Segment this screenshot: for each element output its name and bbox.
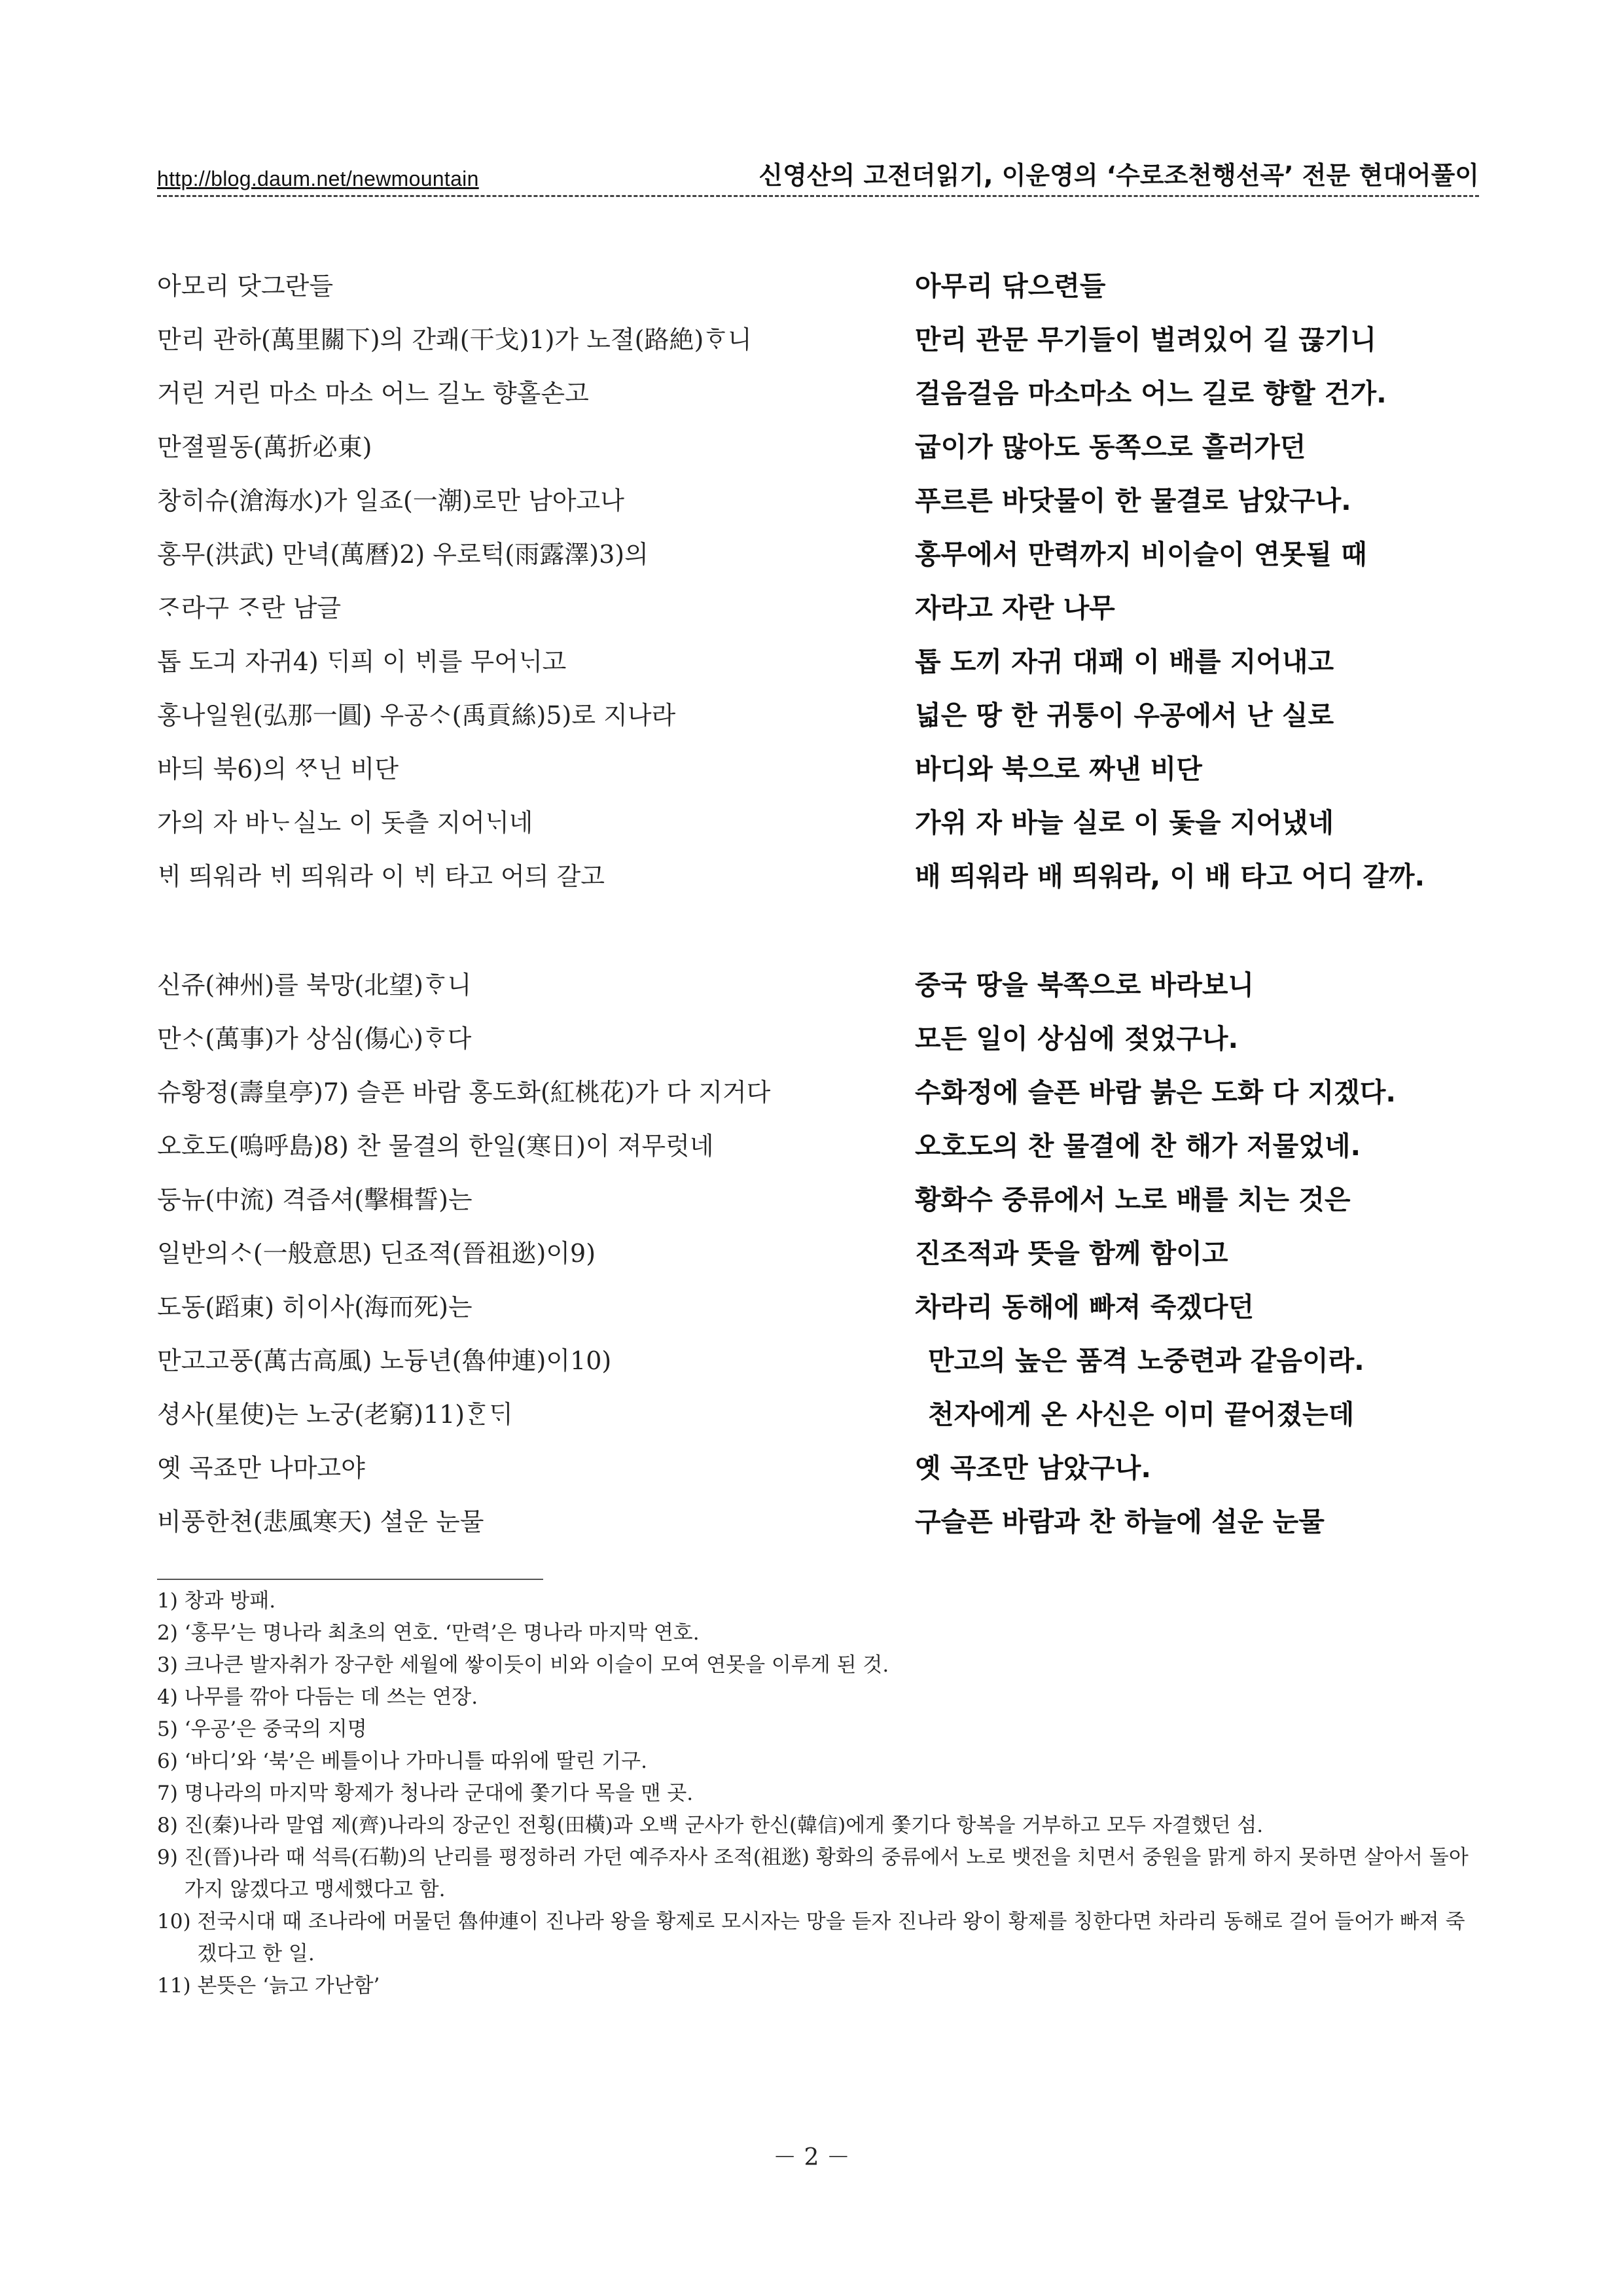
footnotes: [157, 1585, 1479, 2002]
verse-line: [157, 686, 1479, 740]
footnote-text: 창과 방패.: [184, 1589, 276, 1613]
original-text: 톱 도긔 자귀4) ᄃᆡ픠 이 ᄇᆡ를 무어ᄂᆡ고: [157, 647, 567, 676]
footnote-number: 7): [157, 1782, 185, 1805]
original-text: 도동(蹈東) 히이사(海而死)는: [157, 1292, 473, 1321]
verse-line: [157, 579, 1479, 632]
footnote-number: 4): [157, 1685, 185, 1709]
original-text: 신쥬(神州)를 북망(北望)ᄒᆞ니: [157, 970, 472, 999]
original-text: 셩사(星使)는 노궁(老窮)11)ᄒᆞᆫᄃᆡ: [157, 1399, 513, 1429]
original-text: 둥뉴(中流) 격즙셔(擊楫誓)는: [157, 1185, 473, 1214]
modern-translation: 구슬픈 바람과 찬 하늘에 설운 눈물: [915, 1505, 1325, 1537]
original-text: 거린 거린 마소 마소 어느 길노 향홀손고: [157, 378, 589, 408]
verse-line: [157, 1170, 1479, 1224]
page-header: [157, 152, 1479, 191]
verse-line: [157, 364, 1479, 418]
verse-line: [157, 1063, 1479, 1117]
modern-translation: 굽이가 많아도 동쪽으로 흘러가던: [915, 431, 1306, 463]
modern-translation: 푸르른 바닷물이 한 물결로 남았구나.: [915, 484, 1351, 516]
original-text: 홍나일원(弘那一圓) 우공ᄉᆞ(禹貢絲)5)로 지나라: [157, 700, 676, 730]
original-text: 슈황졍(壽皇亭)7) 슬픈 바람 홍도화(紅桃花)가 다 지거다: [157, 1077, 771, 1107]
footnote-text: 전국시대 때 조나라에 머물던 魯仲連이 진나라 왕을 황제로 모시자는 망을 듣자 진나라 왕이 황제를 칭한다면 차라리 동해로 걸어 들어가 빠져 죽겠다고 한 일.: [197, 1910, 1465, 1965]
footnote-number: 1): [157, 1589, 185, 1613]
modern-translation: 만리 관문 무기들이 벌려있어 길 끊기니: [915, 323, 1377, 355]
modern-translation: 배 띄워라 배 띄워라, 이 배 타고 어디 갈까.: [915, 860, 1425, 892]
footnote-number: 8): [157, 1814, 185, 1837]
modern-translation: 톱 도끼 자귀 대패 이 배를 지어내고: [915, 645, 1334, 677]
original-text: 가의 자 바ᄂᆞ실노 이 돗츨 지어ᄂᆡ네: [157, 808, 533, 837]
footnote-text: 크나큰 발자취가 장구한 세월에 쌓이듯이 비와 이슬이 모여 연못을 이루게 된 것.: [184, 1653, 889, 1677]
footnote-item: [157, 1746, 1479, 1778]
footnote-number: 6): [157, 1749, 185, 1773]
footnote-item: [157, 1970, 1479, 2002]
modern-translation: 차라리 동해에 빠져 죽겠다던: [915, 1291, 1255, 1323]
original-text: 일반의ᄉᆞ(一般意思) 딘죠젹(晉祖逖)이9): [157, 1238, 596, 1268]
modern-translation: 가위 자 바늘 실로 이 돛을 지어냈네: [915, 806, 1334, 838]
verse-line: [157, 1492, 1479, 1546]
modern-translation: 홍무에서 만력까지 비이슬이 연못될 때: [915, 538, 1367, 570]
verse-line: [157, 793, 1479, 847]
modern-translation: 수화정에 슬픈 바람 붉은 도화 다 지겠다.: [915, 1076, 1396, 1108]
footnote-item: [157, 1713, 1479, 1746]
original-text: 바듸 북6)의 ᄶᆞ닌 비단: [157, 754, 399, 783]
verse-line: [157, 956, 1479, 1009]
header-dashed-divider: [157, 195, 1479, 197]
footnote-text: ‘우공’은 중국의 지명: [184, 1717, 367, 1741]
modern-translation: 만고의 높은 품격 노중련과 같음이라.: [928, 1344, 1364, 1376]
original-text: ᄇᆡ 띄워라 ᄇᆡ 띄워라 이 ᄇᆡ 타고 어듸 갈고: [157, 861, 605, 891]
footnote-item: [157, 1585, 1479, 1617]
footnote-number: 11): [157, 1974, 198, 1998]
footnote-text: 본뜻은 ‘늙고 가난함’: [197, 1974, 380, 1998]
original-text: 옛 곡죠만 나마고야: [157, 1453, 365, 1482]
modern-translation: 바디와 북으로 짜낸 비단: [915, 753, 1202, 785]
footnote-text: 진(晉)나라 때 석륵(石勒)의 난리를 평정하러 가던 예주자사 조적(祖逖) 황화의 중류에서 노로 뱃전을 치면서 중원을 맑게 하지 못하면 살아서 돌아가지 않겠다고 맹세했다고 함.: [184, 1846, 1469, 1901]
footnote-text: ‘바디’와 ‘북’은 베틀이나 가마니틀 따위에 딸린 기구.: [184, 1749, 647, 1773]
footnote-item: [157, 1810, 1479, 1842]
footnote-item: [157, 1681, 1479, 1713]
page-number: － 2 －: [773, 2144, 850, 2171]
modern-translation: 중국 땅을 북쪽으로 바라보니: [915, 969, 1255, 1001]
modern-translation: 황화수 중류에서 노로 배를 치는 것은: [915, 1183, 1351, 1215]
modern-translation: 옛 곡조만 남았구나.: [915, 1452, 1151, 1484]
footnote-item: [157, 1617, 1479, 1649]
modern-translation: 오호도의 찬 물결에 찬 해가 저물었네.: [915, 1130, 1361, 1162]
verse-section-2: [157, 956, 1479, 1546]
modern-translation: 천자에게 온 사신은 이미 끝어졌는데: [928, 1398, 1355, 1430]
verse-line: [157, 1385, 1479, 1439]
footnote-text: ‘홍무’는 명나라 최초의 연호. ‘만력’은 명나라 마지막 연호.: [184, 1621, 700, 1645]
verse-line: [157, 632, 1479, 686]
footnote-item: [157, 1906, 1479, 1970]
footnote-text: 나무를 깎아 다듬는 데 쓰는 연장.: [184, 1685, 478, 1709]
original-text: ᄌᆞ라구 ᄌᆞ란 남글: [157, 593, 342, 622]
footnote-number: 3): [157, 1653, 185, 1677]
footnote-number: 2): [157, 1621, 185, 1645]
original-text: 만리 관하(萬里關下)의 간쾌(干戈)1)가 노졀(路絶)ᄒᆞ니: [157, 325, 752, 354]
modern-translation: 모든 일이 상심에 젖었구나.: [915, 1022, 1239, 1054]
verse-line: [157, 310, 1479, 364]
footnote-text: 진(秦)나라 말엽 제(齊)나라의 장군인 전횡(田橫)과 오백 군사가 한신(韓信)에게 쫓기다 항복을 거부하고 모두 자결했던 섬.: [184, 1814, 1264, 1837]
verse-line: [157, 1278, 1479, 1331]
verse-line: [157, 257, 1479, 310]
document-title: 신영산의 고전더읽기, 이운영의 ‘수로조천행선곡’ 전문 현대어풀이: [758, 161, 1479, 190]
verse-line: [157, 525, 1479, 579]
original-text: 만ᄉᆞ(萬事)가 상심(傷心)ᄒᆞ다: [157, 1024, 472, 1053]
modern-translation: 아무리 닦으련들: [915, 270, 1106, 302]
footnote-number: 9): [157, 1846, 185, 1869]
footnote-text: 명나라의 마지막 황제가 청나라 군대에 쫓기다 목을 맨 곳.: [184, 1782, 694, 1805]
footnote-number: 10): [157, 1910, 198, 1933]
footnote-divider: [157, 1579, 543, 1580]
verse-line: [157, 418, 1479, 471]
original-text: 아모리 닷그란들: [157, 271, 334, 300]
original-text: 만고고풍(萬古高風) 노듕년(魯仲連)이10): [157, 1346, 612, 1375]
verse-line: [157, 1117, 1479, 1170]
modern-translation: 자라고 자란 나무: [915, 592, 1115, 624]
original-text: 홍무(洪武) 만녁(萬曆)2) 우로턱(雨露澤)3)의: [157, 539, 649, 569]
modern-translation: 넓은 땅 한 귀퉁이 우공에서 난 실로: [915, 699, 1334, 731]
original-text: 만졀필동(萬折必東): [157, 432, 372, 461]
modern-translation: 진조적과 뜻을 함께 함이고: [915, 1237, 1228, 1269]
original-text: 오호도(嗚呼島)8) 찬 물결의 한일(寒日)이 져무럿네: [157, 1131, 714, 1160]
verse-line: [157, 1224, 1479, 1278]
footnote-item: [157, 1842, 1479, 1906]
verse-line: [157, 740, 1479, 793]
original-text: 창히슈(滄海水)가 일죠(一潮)로만 남아고나: [157, 486, 624, 515]
verse-line: [157, 1009, 1479, 1063]
footnote-item: [157, 1778, 1479, 1810]
blog-url-link[interactable]: http://blog.daum.net/newmountain: [157, 167, 479, 190]
footnote-item: [157, 1649, 1479, 1681]
original-text: 비풍한쳔(悲風寒天) 셜운 눈물: [157, 1507, 484, 1536]
footnote-number: 5): [157, 1717, 185, 1741]
verse-line: [157, 1331, 1479, 1385]
verse-line: [157, 847, 1479, 901]
verse-line: [157, 471, 1479, 525]
modern-translation: 걸음걸음 마소마소 어느 길로 향할 건가.: [915, 377, 1387, 409]
verse-section-1: [157, 257, 1479, 901]
verse-line: [157, 1439, 1479, 1492]
